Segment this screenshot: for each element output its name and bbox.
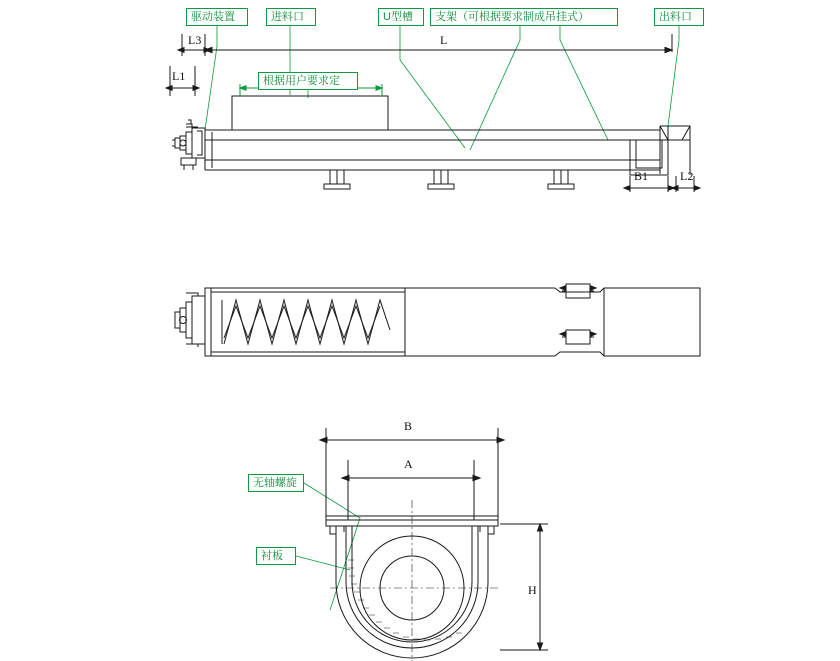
callout-support: 支架（可根据要求制成吊挂式） xyxy=(430,8,618,26)
dimension-label-A: A xyxy=(404,457,413,471)
callout-drive-unit: 驱动装置 xyxy=(186,8,248,26)
front-elevation-geometry xyxy=(166,34,700,192)
dimension-label-H: H xyxy=(528,583,537,597)
callout-feed-inlet: 进料口 xyxy=(266,8,316,26)
dimension-label-B: B xyxy=(404,419,413,433)
callout-liner: 衬板 xyxy=(256,547,296,565)
dimension-label-B1: B1 xyxy=(634,169,649,183)
dimension-label-L2: L2 xyxy=(680,169,694,183)
cross-section-geometry xyxy=(320,428,548,661)
callout-u-trough: U型槽 xyxy=(378,8,424,26)
dimension-label-L3: L3 xyxy=(188,33,202,47)
callout-shaftless-screw: 无轴螺旋 xyxy=(248,474,304,492)
dimension-label-L1: L1 xyxy=(172,69,186,83)
top-plan-geometry xyxy=(175,284,700,356)
callout-discharge-outlet: 出料口 xyxy=(654,8,704,26)
callout-leaders xyxy=(205,26,679,610)
dimension-label-L: L xyxy=(440,33,448,47)
callout-per-customer-spec: 根据用户要求定 xyxy=(258,72,358,90)
